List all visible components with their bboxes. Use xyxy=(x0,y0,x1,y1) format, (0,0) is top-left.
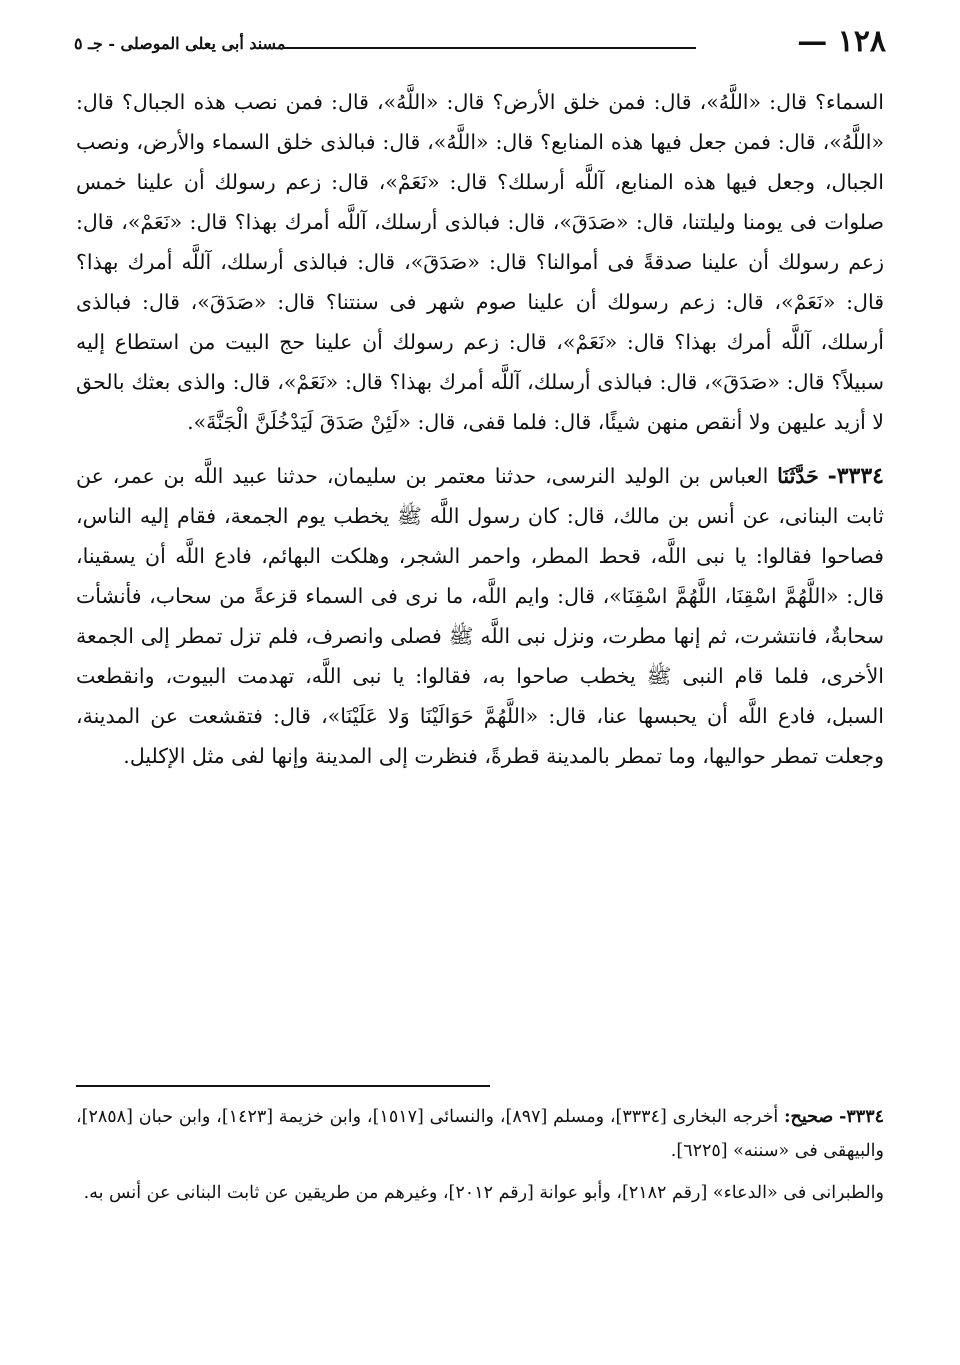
page-number-dash: — xyxy=(797,24,828,59)
hadith-continuation-paragraph: السماء؟ قال: «اللَّهُ»، قال: فمن خلق الأرض؟ قال: «اللَّهُ»، قال: فمن نصب هذه الجبال؟ قال: «اللَّهُ»، قال: فمن جعل فيها هذه المنابع؟ قال: «اللَّهُ»، قال: فبالذى خلق السماء والأرض، ونصب الجبال، وجعل فيها هذه المنابع، آللَّه أرسلك؟ قال: «نَعَمْ»، قال: زعم رسولك أن علينا خمس صلوات فى يومنا وليلتنا، قال: «صَدَقَ»، قال: فبالذى أرسلك، آللَّه أمرك بهذا؟ قال: «نَعَمْ»، قال: زعم رسولك أن علينا صدقةً فى أموالنا؟ قال: «صَدَقَ»، قال: فبالذى أرسلك، آللَّه أمرك بهذا؟ قال: «نَعَمْ»، قال: زعم رسولك أن علينا صوم شهر فى سنتنا؟ قال: «صَدَقَ»، قال: فبالذى أرسلك، آللَّه أمرك بهذا؟ قال: «نَعَمْ»، قال: زعم رسولك أن علينا حج البيت من استطاع إليه سبيلاً؟ قال: «صَدَقَ»، قال: فبالذى أرسلك، آللَّه أمرك بهذا؟ قال: «نَعَمْ»، قال: والذى بعثك بالحق لا أزيد عليهن ولا أنقص منهن شيئًا، قال: فلما قفى، قال: «لَئِنْ صَدَقَ لَيَدْخُلَنَّ الْجَنَّةَ». xyxy=(76,90,884,434)
footnotes xyxy=(76,1100,884,1218)
page-header xyxy=(74,22,886,70)
page-number-value: ١٢٨ xyxy=(837,24,886,59)
hadith-3334-paragraph xyxy=(76,456,884,776)
footnote-2: والطبرانى فى «الدعاء» [رقم ٢١٨٢]، وأبو عوانة [رقم ٢٠١٢]، وغيرهم من طريقين عن ثابت البنانى عن أنس به. xyxy=(83,1183,884,1203)
haddathana-keyword: حَدَّثَنَا xyxy=(777,464,819,488)
hadith-text: العباس بن الوليد النرسى، حدثنا معتمر بن سليمان، حدثنا عبيد اللَّه بن عمر، عن ثابت البنانى، عن أنس بن مالك، قال: كان رسول اللَّه ﷺ يخطب يوم الجمعة، فقام إليه الناس، فصاحوا فقالوا: يا نبى اللَّه، قحط المطر، واحمر الشجر، وهلكت البهائم، فادع اللَّه أن يسقينا، قال: «اللَّهُمَّ اسْقِنَا، اللَّهُمَّ اسْقِنَا»، قال: وايم اللَّه، ما نرى فى السماء قزعةً من سحاب، فأنشأت سحابةٌ، فانتشرت، ثم إنها مطرت، ونزل نبى اللَّه ﷺ فصلى وانصرف، فلم تزل تمطر إلى الجمعة الأخرى، فلما قام النبى ﷺ يخطب صاحوا به، فقالوا: يا نبى اللَّه، تهدمت البيوت، وانقطعت السبل، فادع اللَّه أن يحبسها عنا، قال: «اللَّهُمَّ حَوَالَيْنَا وَلا عَلَيْنَا»، قال: فتقشعت عن المدينة، وجعلت تمطر حواليها، وما تمطر بالمدينة قطرةً، فنظرت إلى المدينة وإنها لفى مثل الإكليل. xyxy=(76,464,884,768)
book-title: مسند أبى يعلى الموصلى - جـ ٥ xyxy=(74,34,286,53)
footnote-grade: صحيح: xyxy=(784,1107,834,1127)
main-text xyxy=(76,82,884,776)
footnote-1 xyxy=(76,1100,884,1168)
footnote-1-text: أخرجه البخارى [٣٣٣٤]، ومسلم [٨٩٧]، والنسائى [١٥١٧]، وابن خزيمة [١٤٢٣]، وابن حبان [٢٨٥٨]، والبيهقى فى «سننه» [٦٢٢٥]. xyxy=(76,1107,884,1161)
hadith-number: ٣٣٣٤- xyxy=(827,463,884,489)
footnote-number: ٣٣٣٤- xyxy=(839,1107,884,1127)
page-number xyxy=(791,24,886,59)
footnote-divider xyxy=(76,1085,490,1087)
header-rule xyxy=(284,47,696,49)
